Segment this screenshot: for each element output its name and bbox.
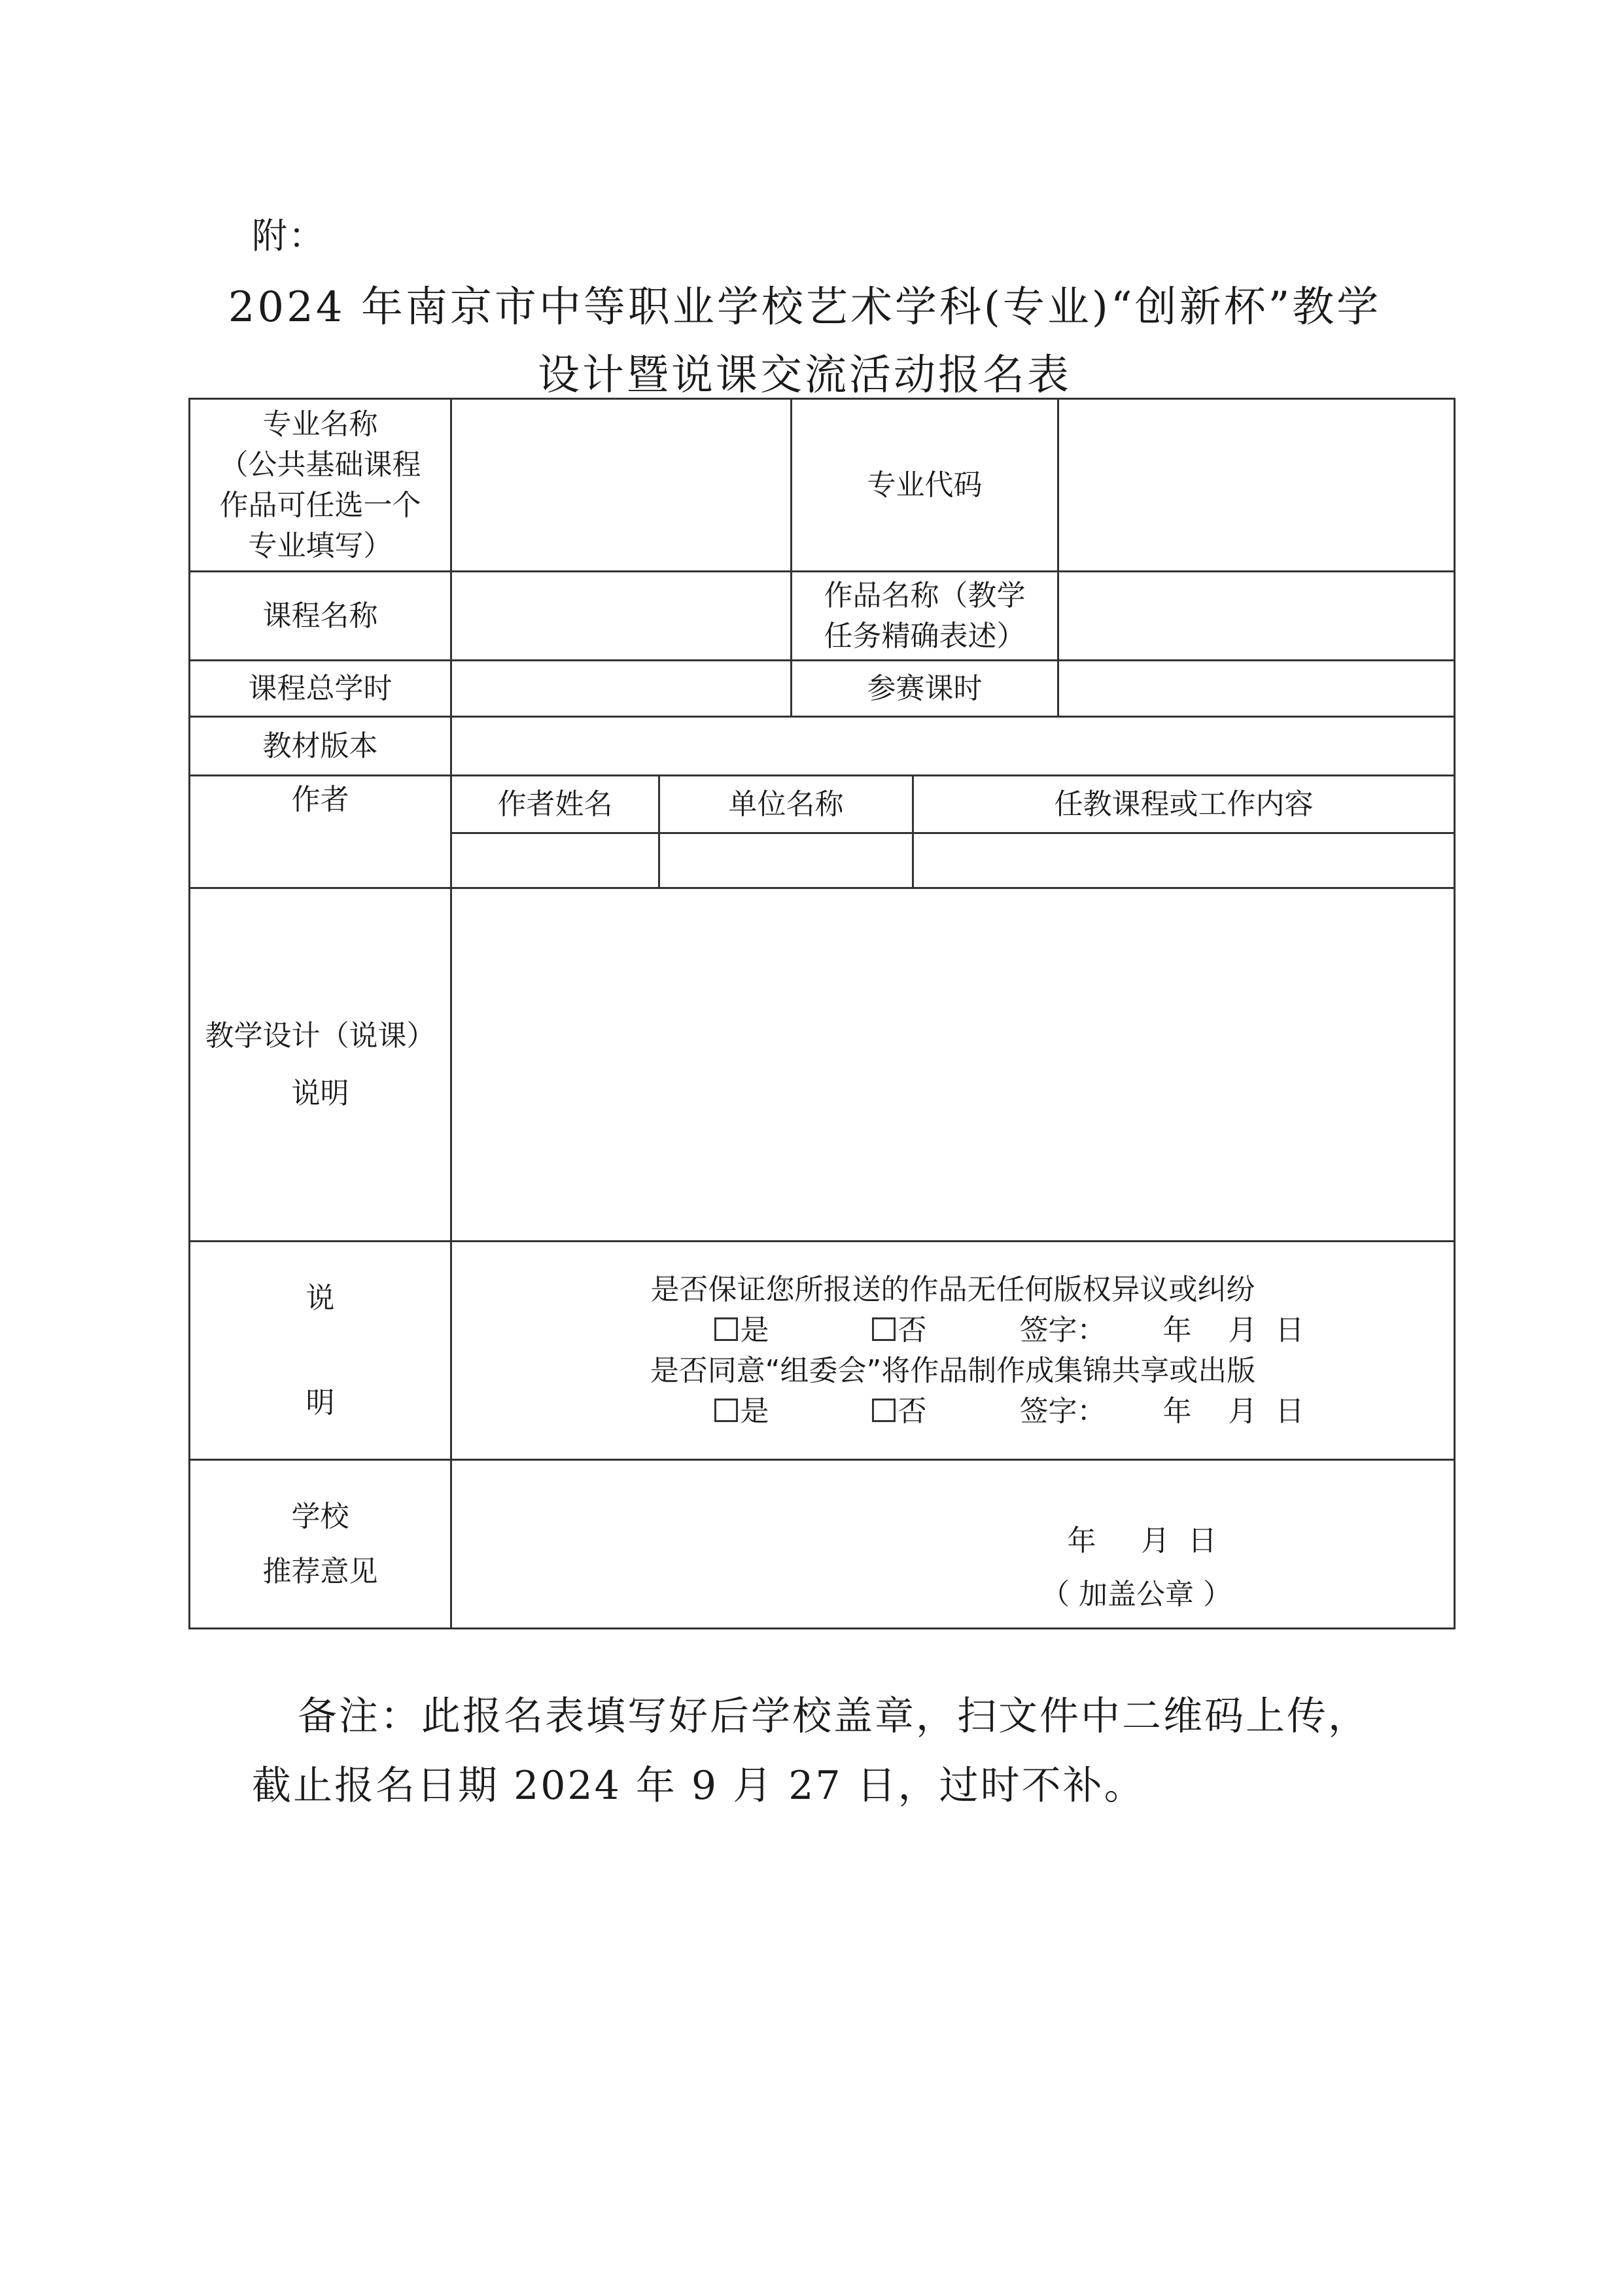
publish-options [452,1391,1454,1432]
statement-label: 说 明 [190,1242,451,1460]
row-course [190,572,1455,661]
school-opinion-label: 学校 推荐意见 [190,1460,451,1629]
row-design [190,888,1455,1242]
copyright-year: 年 [1162,1313,1192,1347]
teaching-content-header: 任教课程或工作内容 [913,776,1455,833]
official-stamp-note: （ 加盖公章 ） [1041,1577,1232,1611]
publish-yes-option[interactable]: 是 [602,1391,818,1432]
work-name-label: 作品名称（教学 任务精确表述） [792,572,1058,661]
author-label: 作者 [190,776,451,888]
design-field[interactable] [451,888,1455,1242]
publish-year: 年 [1162,1394,1192,1428]
publish-question: 是否同意“组委会”将作品制作成集锦共享或出版 [650,1353,1256,1387]
author-name-field[interactable] [451,833,659,888]
publish-no-option[interactable]: 否 [818,1391,981,1432]
course-name-field[interactable] [451,572,792,661]
statement-content [451,1242,1455,1460]
total-hours-field[interactable] [451,661,792,717]
course-name-label: 课程名称 [190,572,451,661]
author-name-header: 作者姓名 [451,776,659,833]
publish-day: 日 [1275,1394,1304,1428]
copyright-month: 月 [1228,1313,1257,1347]
publish-signature-label: 签字： [1019,1394,1106,1428]
major-name-label: 专业名称 （公共基础课程 作品可任选一个 专业填写） [190,399,451,572]
remark-line-1: 备注：此报名表填写好后学校盖章，扫文件中二维码上传， [298,1694,1369,1739]
row-textbook [190,717,1455,776]
copyright-signature-label: 签字： [1019,1313,1106,1347]
form-title-line-1: 2024 年南京市中等职业学校艺术学科(专业)“创新杯”教学 [228,283,1382,332]
attachment-label: 附： [252,215,325,256]
checkbox-icon [872,1399,896,1422]
teaching-content-field[interactable] [913,833,1455,888]
checkbox-icon [714,1317,738,1341]
unit-name-field[interactable] [659,833,913,888]
copyright-no-option[interactable]: 否 [818,1310,981,1351]
textbook-field[interactable] [451,717,1455,776]
row-author-header [190,776,1455,833]
publish-month: 月 [1228,1394,1257,1428]
major-code-label: 专业代码 [792,399,1058,572]
row-major [190,399,1455,572]
unit-name-header: 单位名称 [659,776,913,833]
copyright-options [452,1310,1454,1351]
school-date: 年 月 日 [1067,1523,1217,1557]
design-label: 教学设计（说课） 说明 [190,888,451,1242]
total-hours-label: 课程总学时 [190,661,451,717]
contest-hours-field[interactable] [1058,661,1455,717]
major-name-field[interactable] [451,399,792,572]
textbook-label: 教材版本 [190,717,451,776]
contest-hours-label: 参赛课时 [792,661,1058,717]
remark-line-2: 截止报名日期 2024 年 9 月 27 日，过时不补。 [252,1763,1145,1809]
row-school [190,1460,1455,1629]
work-name-field[interactable] [1058,572,1455,661]
copyright-yes-option[interactable]: 是 [602,1310,818,1351]
checkbox-icon [714,1399,738,1422]
checkbox-icon [872,1317,896,1341]
school-opinion-field[interactable] [451,1460,1455,1629]
registration-form-table [188,398,1456,1629]
row-statement [190,1242,1455,1460]
copyright-day: 日 [1275,1313,1304,1347]
major-code-field[interactable] [1058,399,1455,572]
copyright-question: 是否保证您所报送的作品无任何版权异议或纠纷 [650,1272,1255,1306]
form-title-line-2: 设计暨说课交流活动报名表 [538,351,1072,400]
row-hours [190,661,1455,717]
